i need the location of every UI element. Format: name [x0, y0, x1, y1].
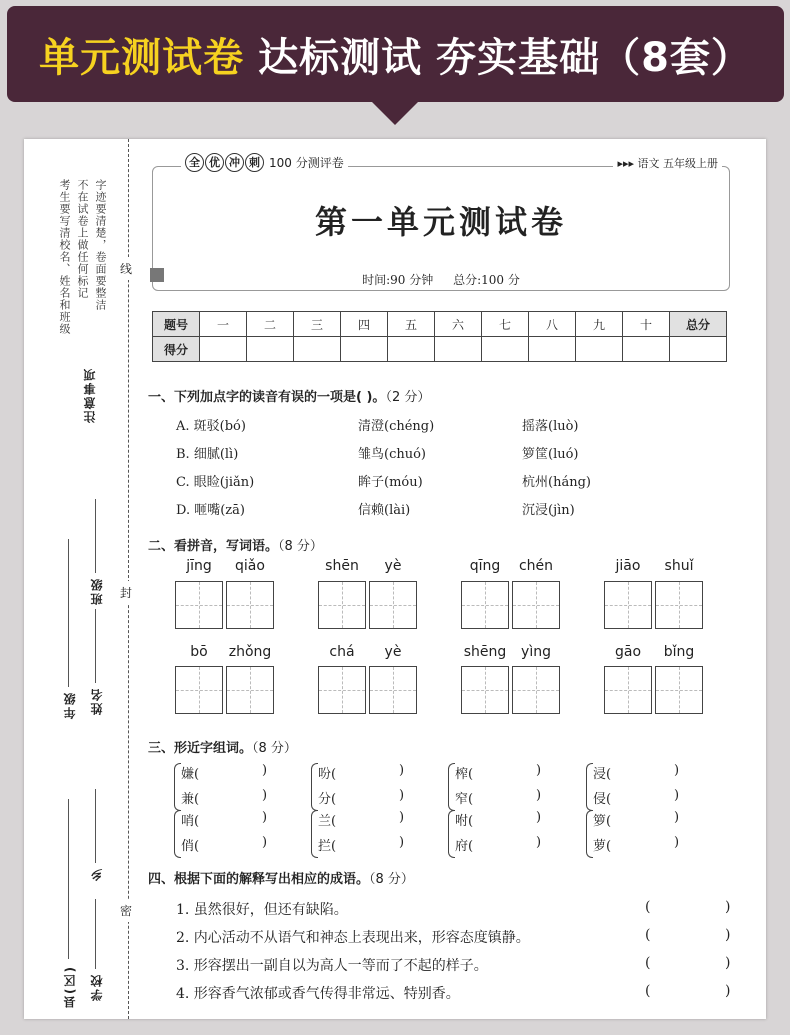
pinyin: qīng	[469, 558, 501, 574]
grade-label: 年级	[63, 691, 77, 719]
q1-option-b-1: B. 细腻(lì)	[176, 447, 239, 462]
q3-close: )	[399, 810, 405, 825]
col-10: 十	[623, 312, 670, 337]
q3-close: )	[674, 763, 680, 778]
score-cell[interactable]	[200, 337, 247, 362]
writing-grid[interactable]	[175, 666, 223, 714]
q3-char-g1: 咐(	[455, 814, 474, 829]
q1-option-a-1: A. 斑驳(bó)	[176, 419, 246, 434]
pinyin: chén	[518, 558, 554, 574]
col-7: 七	[482, 312, 529, 337]
pinyin: yè	[384, 644, 402, 660]
score-table-header-row	[153, 312, 727, 337]
idiom-item-3: 3. 形容摆出一副自以为高人一等而了不起的样子。	[176, 958, 488, 974]
exam-time: 时间:90 分钟	[354, 273, 441, 287]
q3-close: )	[262, 835, 268, 850]
col-6: 六	[435, 312, 482, 337]
q3-close: )	[399, 763, 405, 778]
pinyin: chá	[329, 644, 355, 660]
township-field[interactable]	[95, 789, 96, 863]
question-2-heading	[148, 535, 323, 554]
idiom-item-1: 1. 虽然很好，但还有缺陷。	[176, 902, 348, 918]
q3-close: )	[536, 763, 542, 778]
score-cell[interactable]	[529, 337, 576, 362]
q1-option-d-2: 信赖(lài)	[358, 503, 411, 518]
total-score-cell[interactable]	[670, 337, 727, 362]
score-table-score-row	[153, 337, 727, 362]
banner-pointer	[371, 101, 419, 125]
exam-paper	[24, 139, 766, 1019]
score-cell[interactable]	[482, 337, 529, 362]
school-field[interactable]	[95, 899, 96, 969]
answer-paren-open: (	[645, 955, 651, 971]
q3-close: )	[262, 763, 268, 778]
score-cell[interactable]	[623, 337, 670, 362]
q3-char-e1: 哨(	[181, 814, 200, 829]
answer-paren-close: )	[725, 927, 731, 943]
q1-option-c-1: C. 眼睑(jiǎn)	[176, 475, 255, 490]
col-8: 八	[529, 312, 576, 337]
col-4: 四	[341, 312, 388, 337]
instruction-line-2: 不在试卷上做任何标记	[76, 179, 89, 299]
group-bracket	[311, 763, 318, 811]
question-1-points: （2 分）	[385, 390, 431, 405]
q1-option-d-1: D. 咂嘴(zā)	[176, 503, 245, 518]
writing-grid[interactable]	[512, 666, 560, 714]
question-4-title: 根据下面的解释写出相应的成语。	[174, 872, 370, 887]
brand-char-2: 优	[205, 153, 224, 172]
q3-close: )	[399, 835, 405, 850]
name-field[interactable]	[95, 609, 96, 683]
pinyin: zhǒng	[228, 644, 272, 660]
pinyin: qiǎo	[235, 558, 265, 574]
brand-char-1: 全	[185, 153, 204, 172]
grade-field[interactable]	[68, 539, 69, 687]
county-label: 县(区)	[63, 965, 77, 1008]
idiom-item-2: 2. 内心活动不从语气和神态上表现出来，形容态度镇静。	[176, 930, 530, 946]
writing-grid[interactable]	[655, 666, 703, 714]
writing-grid[interactable]	[318, 666, 366, 714]
question-2-points: （8 分）	[278, 539, 323, 554]
banner-text-2: 达标测试	[258, 34, 423, 81]
q1-option-c-3: 杭州(háng)	[522, 475, 591, 490]
writing-grid[interactable]	[318, 581, 366, 629]
writing-grid[interactable]	[369, 581, 417, 629]
q3-close: )	[262, 810, 268, 825]
writing-grid[interactable]	[461, 581, 509, 629]
brand-char-3: 冲	[225, 153, 244, 172]
answer-paren-open: (	[645, 983, 651, 999]
question-2-number: 二、	[148, 539, 175, 554]
col-9: 九	[576, 312, 623, 337]
col-2: 二	[247, 312, 294, 337]
col-5: 五	[388, 312, 435, 337]
q3-close: )	[674, 835, 680, 850]
banner-text-4: （8套）	[600, 34, 752, 81]
answer-paren-open: (	[645, 927, 651, 943]
total-label: 总分	[670, 312, 727, 337]
pinyin: jiāo	[615, 558, 641, 574]
question-4-points: （8 分）	[369, 872, 414, 887]
q3-char-h2: 萝(	[593, 839, 612, 854]
score-cell[interactable]	[341, 337, 388, 362]
answer-paren-close: )	[725, 899, 731, 915]
page-title: 第一单元测试卷	[314, 203, 567, 241]
class-label: 班级	[90, 577, 104, 605]
pinyin: bǐng	[663, 644, 695, 660]
col-1: 一	[200, 312, 247, 337]
pinyin: jīng	[186, 558, 212, 574]
pinyin: shuǐ	[664, 558, 694, 574]
question-3-number: 三、	[148, 741, 175, 756]
q3-close: )	[536, 788, 542, 803]
line-mark: 线	[120, 257, 132, 280]
group-bracket	[586, 810, 593, 858]
pinyin: bō	[190, 644, 208, 660]
score-cell[interactable]	[388, 337, 435, 362]
question-4-number: 四、	[148, 872, 175, 887]
township-label: 乡	[90, 867, 104, 881]
q3-close: )	[536, 810, 542, 825]
name-label: 姓名	[90, 687, 104, 715]
answer-paren-close: )	[725, 955, 731, 971]
q3-close: )	[674, 788, 680, 803]
question-4-heading	[148, 868, 414, 887]
question-1-heading	[148, 386, 430, 405]
writing-grid[interactable]	[226, 666, 274, 714]
school-label: 学校	[90, 973, 104, 1001]
exam-info	[152, 271, 730, 288]
pinyin: yìng	[521, 644, 551, 660]
writing-grid[interactable]	[461, 666, 509, 714]
question-1-title: 下列加点字的读音有误的一项是( )。	[174, 390, 386, 405]
idiom-item-4: 4. 形容香气浓郁或香气传得非常远、特别香。	[176, 986, 460, 1002]
q3-char-a2: 兼(	[181, 792, 200, 807]
group-bracket	[174, 763, 181, 811]
brand-logo	[181, 153, 348, 172]
q3-char-a1: 嫌(	[181, 767, 200, 782]
q3-char-e2: 俏(	[181, 839, 200, 854]
q3-char-b2: 分(	[318, 792, 337, 807]
q1-option-c-2: 眸子(móu)	[358, 475, 423, 490]
pinyin: shēng	[463, 644, 507, 660]
q3-close: )	[536, 835, 542, 850]
question-3-points: （8 分）	[252, 741, 297, 756]
pinyin: shēn	[325, 558, 359, 574]
q3-char-c1: 榨(	[455, 767, 474, 782]
instruction-line-1: 考生要写清校名、姓名和班级	[58, 179, 71, 335]
score-table	[152, 311, 727, 362]
exam-total: 总分:100 分	[445, 273, 528, 287]
score-cell[interactable]	[294, 337, 341, 362]
seal-mark: 封	[120, 581, 132, 604]
q3-char-h1: 箩(	[593, 814, 612, 829]
q3-char-f2: 拦(	[318, 839, 337, 854]
writing-grid[interactable]	[604, 581, 652, 629]
brand-subtitle: 100 分测评卷	[269, 156, 344, 170]
writing-grid[interactable]	[369, 666, 417, 714]
q1-option-a-3: 摇落(luò)	[522, 419, 579, 434]
answer-paren-open: (	[645, 899, 651, 915]
q1-option-a-2: 清澄(chéng)	[358, 419, 435, 434]
score-cell[interactable]	[247, 337, 294, 362]
q3-char-d1: 浸(	[593, 767, 612, 782]
score-cell[interactable]	[576, 337, 623, 362]
q3-close: )	[674, 810, 680, 825]
group-bracket	[174, 810, 181, 858]
answer-paren-close: )	[725, 983, 731, 999]
q1-option-b-2: 雏鸟(chuó)	[358, 447, 426, 462]
group-bracket	[448, 810, 455, 858]
question-3-heading	[148, 737, 297, 756]
question-2-title: 看拼音，写词语。	[174, 539, 279, 554]
q1-option-b-3: 箩筐(luó)	[522, 447, 579, 462]
banner-text-1: 单元测试卷	[39, 34, 245, 81]
q3-char-d2: 侵(	[593, 792, 612, 807]
writing-grid[interactable]	[175, 581, 223, 629]
writing-grid[interactable]	[512, 581, 560, 629]
writing-grid[interactable]	[604, 666, 652, 714]
group-bracket	[586, 763, 593, 811]
group-bracket	[448, 763, 455, 811]
q3-char-c2: 窄(	[455, 792, 474, 807]
q3-close: )	[262, 788, 268, 803]
question-number-label: 题号	[153, 312, 200, 337]
instruction-line-3: 字迹要清楚，卷面要整洁	[94, 179, 107, 311]
pinyin: gāo	[614, 644, 642, 660]
q3-char-g2: 府(	[455, 839, 474, 854]
q3-char-f1: 兰(	[318, 814, 337, 829]
subject-label: ▸▸▸ 语文 五年级上册	[613, 155, 722, 171]
pinyin: yè	[384, 558, 402, 574]
question-3-title: 形近字组词。	[174, 741, 253, 756]
county-field[interactable]	[68, 799, 69, 959]
banner-text-3: 夯实基础	[436, 34, 601, 81]
col-3: 三	[294, 312, 341, 337]
banner-title	[7, 6, 784, 102]
question-1-number: 一、	[148, 390, 175, 405]
group-bracket	[311, 810, 318, 858]
promo-banner	[7, 6, 784, 102]
score-label: 得分	[153, 337, 200, 362]
score-cell[interactable]	[435, 337, 482, 362]
q3-close: )	[399, 788, 405, 803]
writing-grid[interactable]	[655, 581, 703, 629]
q3-char-b1: 吩(	[318, 767, 337, 782]
secret-mark: 密	[120, 899, 132, 922]
brand-char-4: 刺	[245, 153, 264, 172]
instructions-title: 注意事项	[83, 367, 97, 423]
class-field[interactable]	[95, 499, 96, 573]
writing-grid[interactable]	[226, 581, 274, 629]
q1-option-d-3: 沉浸(jìn)	[522, 503, 575, 518]
